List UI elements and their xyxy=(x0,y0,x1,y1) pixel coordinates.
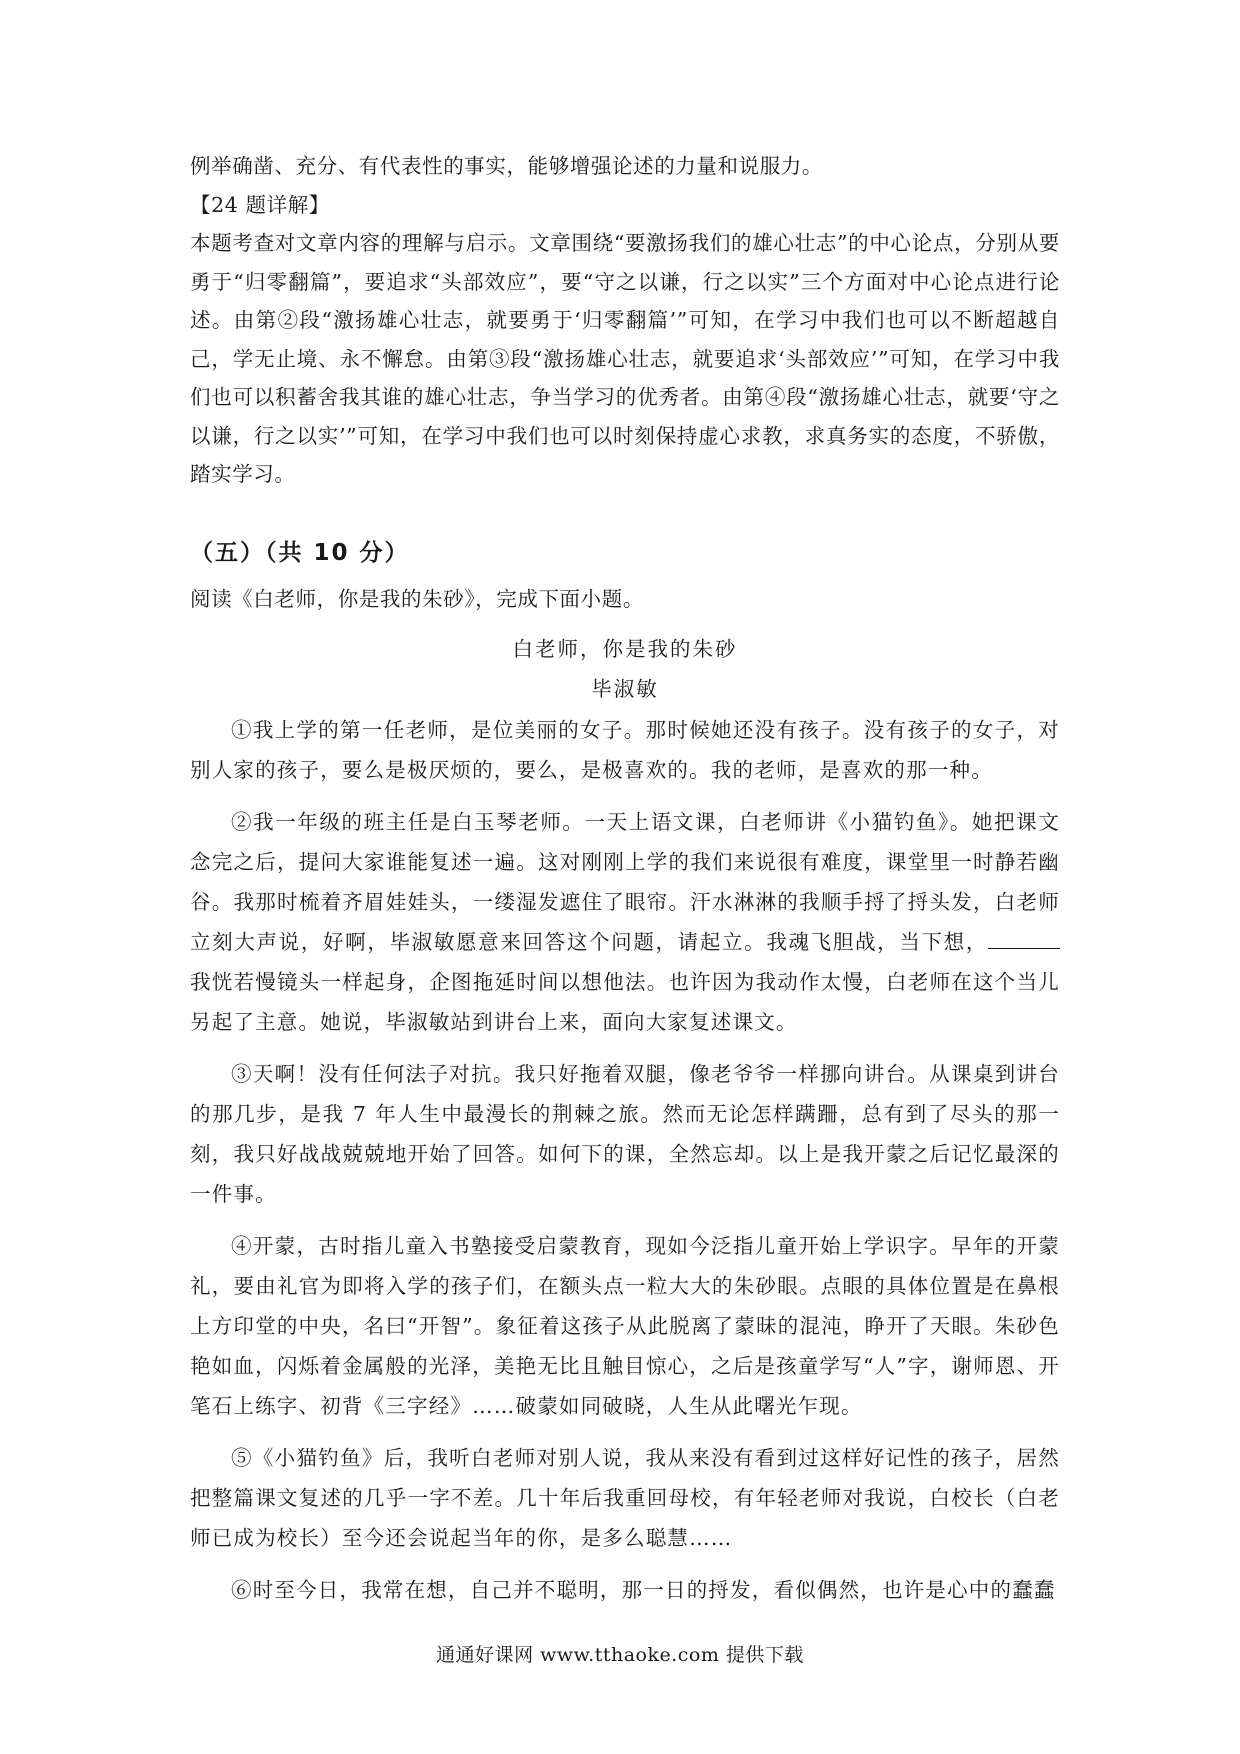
article-paragraph-4: ④开蒙，古时指儿童入书塾接受启蒙教育，现如今泛指儿童开始上学识字。早年的开蒙礼，要由礼官为即将入学的孩子们，在额头点一粒大大的朱砂眼。点眼的具体位置是在鼻根上方印堂的中央，名曰“开智”。象征着这孩子从此脱离了蒙昧的混沌，睁开了天眼。朱砂色艳如血，闪烁着金属般的光泽，美艳无比且触目惊心，之后是孩童学写“人”字，谢师恩、开笔石上练字、初背《三字经》……破蒙如同破晓，人生从此曙光乍现。 xyxy=(190,1234,1060,1418)
q24-explanation: 本题考查对文章内容的理解与启示。文章围绕“要激扬我们的雄心壮志”的中心论点，分别从要勇于“归零翻篇”，要追求“头部效应”，要“守之以谦，行之以实”三个方面对中心论点进行论述。由第②段“激扬雄心壮志，就要勇于‘归零翻篇’”可知，在学习中我们也可以不断超越自己，学无止境、永不懈怠。由第③段“激扬雄心壮志，就要追求‘头部效应’”可知，在学习中我们也可以积蓄舍我其谁的雄心壮志，争当学习的优秀者。由第④段“激扬雄心壮志，就要‘守之以谦，行之以实’”可知，在学习中我们也可以时刻保持虚心求教，求真务实的态度，不骄傲，踏实学习。 xyxy=(190,231,1060,486)
article-paragraph-6: ⑥时至今日，我常在想，自己并不聪明，那一日的捋发，看似偶然，也许是心中的蠢蠢 xyxy=(231,1578,1056,1602)
q24-heading: 【24 题详解】 xyxy=(190,192,330,217)
article-title: 白老师，你是我的朱砂 xyxy=(512,637,738,661)
page-footer: 通通好课网 www.tthaoke.com 提供下载 xyxy=(436,1644,804,1666)
article-paragraph-3: ③天啊！没有任何法子对抗。我只好拖着双腿，像老爷爷一样挪向讲台。从课桌到讲台的那几步，是我 7 年人生中最漫长的荆棘之旅。然而无论怎样蹒跚，总有到了尽头的那一刻，我只好战战兢兢地开始了回答。如何下的课，全然忘却。以上是我开蒙之后记忆最深的一件事。 xyxy=(190,1062,1060,1206)
paragraph-2-text-before-blank: ②我一年级的班主任是白玉琴老师。一天上语文课，白老师讲《小猫钓鱼》。她把课文念完之后，提问大家谁能复述一遍。这对刚刚上学的我们来说很有难度，课堂里一时静若幽谷。我那时梳着齐眉娃娃头，一缕湿发遮住了眼帘。汗水淋淋的我顺手捋了捋头发，白老师立刻大声说，好啊，毕淑敏愿意来回答这个问题，请起立。我魂飞胆战，当下想， xyxy=(190,810,1060,954)
reading-instruction: 阅读《白老师，你是我的朱砂》，完成下面小题。 xyxy=(190,587,644,611)
article-body xyxy=(190,710,1060,1622)
article-paragraph-1: ①我上学的第一任老师，是位美丽的女子。那时候她还没有孩子。没有孩子的女子，对别人家的孩子，要么是极厌烦的，要么，是极喜欢的。我的老师，是喜欢的那一种。 xyxy=(190,718,1060,782)
section-heading: （五）（共 10 分） xyxy=(190,540,410,566)
article-author: 毕淑敏 xyxy=(591,677,659,701)
paragraph-2-text-after-blank: 我恍若慢镜头一样起身，企图拖延时间以想他法。也许因为我动作太慢，白老师在这个当儿另起了主意。她说，毕淑敏站到讲台上来，面向大家复述课文。 xyxy=(190,970,1060,1034)
article-paragraph-2 xyxy=(190,802,1060,1042)
fill-in-blank xyxy=(988,928,1060,950)
article-paragraph-5: ⑤《小猫钓鱼》后，我听白老师对别人说，我从来没有看到过这样好记性的孩子，居然把整篇课文复述的几乎一字不差。几十年后我重回母校，有年轻老师对我说，白校长（白老师已成为校长）至今还会说起当年的你，是多么聪慧…… xyxy=(190,1446,1060,1550)
answer-explanation xyxy=(190,147,1060,494)
answer-line: 例举确凿、充分、有代表性的事实，能够增强论述的力量和说服力。 xyxy=(190,154,823,178)
